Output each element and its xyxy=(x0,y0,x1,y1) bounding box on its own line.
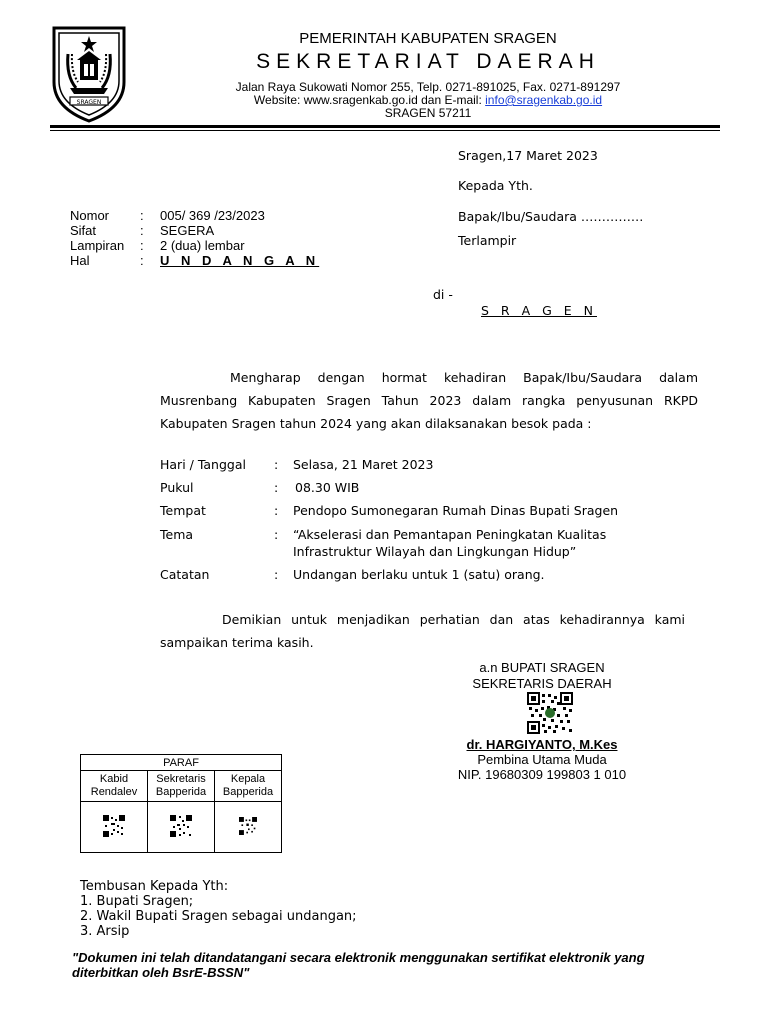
paraf-cell xyxy=(215,802,282,853)
meta-colon: : xyxy=(140,253,144,268)
meta-colon: : xyxy=(140,223,144,238)
meta-label-lampiran: Lampiran xyxy=(70,238,125,253)
recipient-di: di - xyxy=(433,287,453,302)
detail-value-catatan: Undangan berlaku untuk 1 (satu) orang. xyxy=(293,567,545,582)
paraf-qr-code xyxy=(170,815,192,837)
opening-paragraph xyxy=(160,366,698,435)
opening-line-1: Mengharap dengan hormat kehadiran Bapak/Ibu/Saudara dalam xyxy=(230,370,698,385)
paraf-col-kepala xyxy=(215,771,282,802)
detail-value-pukul: 08.30 WIB xyxy=(295,480,360,495)
meta-value-lampiran: 2 (dua) lembar xyxy=(160,238,245,253)
detail-colon: : xyxy=(274,503,279,518)
detail-label-tempat: Tempat xyxy=(160,503,206,518)
recipient-salutation: Kepada Yth. xyxy=(458,178,533,193)
email-link[interactable]: info@sragenkab.go.id xyxy=(485,93,603,107)
closing-line-2: sampaikan terima kasih. xyxy=(160,635,314,650)
recipient-addressee: Bapak/Ibu/Saudara …………… xyxy=(458,209,644,224)
detail-label-pukul: Pukul xyxy=(160,480,194,495)
paraf-col-line: Kabid xyxy=(99,773,129,785)
regency-emblem xyxy=(46,24,132,124)
paraf-col-line: Rendalev xyxy=(90,786,138,798)
detail-colon: : xyxy=(274,480,279,495)
office-address: Jalan Raya Sukowati Nomor 255, Telp. 0271-891025, Fax. 0271-891297 xyxy=(235,80,621,94)
e-signature-disclaimer: "Dokumen ini telah ditandatangani secara elektronik menggunakan sertifikat elektronik yang diterbitkan oleh BsrE-BSSN" xyxy=(72,950,645,980)
recipient-attachment: Terlampir xyxy=(458,233,517,248)
closing-paragraph xyxy=(160,608,685,654)
letter-date: Sragen,17 Maret 2023 xyxy=(458,148,598,163)
detail-value-tempat: Pendopo Sumonegaran Rumah Dinas Bupati Sragen xyxy=(293,503,619,518)
meta-value-nomor: 005/ 369 /23/2023 xyxy=(160,208,265,223)
detail-label-catatan: Catatan xyxy=(160,567,210,582)
paraf-col-kabid xyxy=(81,771,148,802)
cc-item: 1. Bupati Sragen; xyxy=(80,894,194,909)
paraf-title: PARAF xyxy=(81,755,282,771)
paraf-col-line: Kepala xyxy=(230,773,266,785)
opening-line-2: Musrenbang Kabupaten Sragen Tahun 2023 dalam rangka penyusunan RKPD xyxy=(160,393,698,408)
recipient-city: S R A G E N xyxy=(481,303,597,318)
detail-colon: : xyxy=(274,567,279,582)
signature-title: SEKRETARIS DAERAH xyxy=(472,676,612,691)
signatory-nip: NIP. 19680309 199803 1 010 xyxy=(457,767,627,782)
detail-colon: : xyxy=(274,457,279,472)
meta-value-hal: U N D A N G A N xyxy=(160,253,320,268)
office-name: SEKRETARIAT DAERAH xyxy=(256,50,600,73)
paraf-col-line: Bapperida xyxy=(155,786,207,798)
cc-heading: Tembusan Kepada Yth: xyxy=(80,879,229,894)
meta-label-hal: Hal xyxy=(70,253,90,268)
header-rule-thin xyxy=(50,130,720,131)
paraf-cell xyxy=(148,802,215,853)
detail-colon: : xyxy=(274,527,279,542)
paraf-cell xyxy=(81,802,148,853)
detail-value-hari: Selasa, 21 Maret 2023 xyxy=(293,457,434,472)
detail-value-tema: “Akselerasi dan Pemantapan Peningkatan Kualitas xyxy=(293,527,607,542)
paraf-qr-code xyxy=(239,817,257,835)
paraf-col-line: Sekretaris xyxy=(156,773,206,785)
signatory-name: dr. HARGIYANTO, M.Kes xyxy=(466,737,618,752)
meta-value-sifat: SEGERA xyxy=(160,223,215,238)
paraf-table xyxy=(80,754,282,853)
paraf-col-sekretaris xyxy=(148,771,215,802)
meta-colon: : xyxy=(140,238,144,253)
meta-label-sifat: Sifat xyxy=(70,223,97,238)
signatory-rank: Pembina Utama Muda xyxy=(477,752,607,767)
city-postal: SRAGEN 57211 xyxy=(384,106,472,120)
opening-line-3: Kabupaten Sragen tahun 2024 yang akan dilaksanakan besok pada : xyxy=(160,416,592,431)
detail-label-tema: Tema xyxy=(160,527,194,542)
contact-line xyxy=(200,93,656,107)
detail-value-tema-cont: Infrastruktur Wilayah dan Lingkungan Hidup” xyxy=(293,544,577,559)
detail-label-hari: Hari / Tanggal xyxy=(160,457,246,472)
emblem-label: SRAGEN xyxy=(76,99,102,106)
meta-label-nomor: Nomor xyxy=(70,208,110,223)
paraf-qr-code xyxy=(103,815,125,837)
paraf-col-line: Bapperida xyxy=(222,786,274,798)
government-name: PEMERINTAH KABUPATEN SRAGEN xyxy=(299,30,557,47)
cc-item: 3. Arsip xyxy=(80,924,130,939)
website-text: Website: www.sragenkab.go.id dan E-mail: xyxy=(253,93,486,107)
closing-line-1: Demikian untuk menjadikan perhatian dan atas kehadirannya kami xyxy=(222,612,685,627)
signature-on-behalf: a.n BUPATI SRAGEN xyxy=(479,660,605,675)
header-rule-thick xyxy=(50,125,720,128)
signature-qr-code xyxy=(527,692,573,734)
meta-colon: : xyxy=(140,208,144,223)
cc-item: 2. Wakil Bupati Sragen sebagai undangan; xyxy=(80,909,357,924)
